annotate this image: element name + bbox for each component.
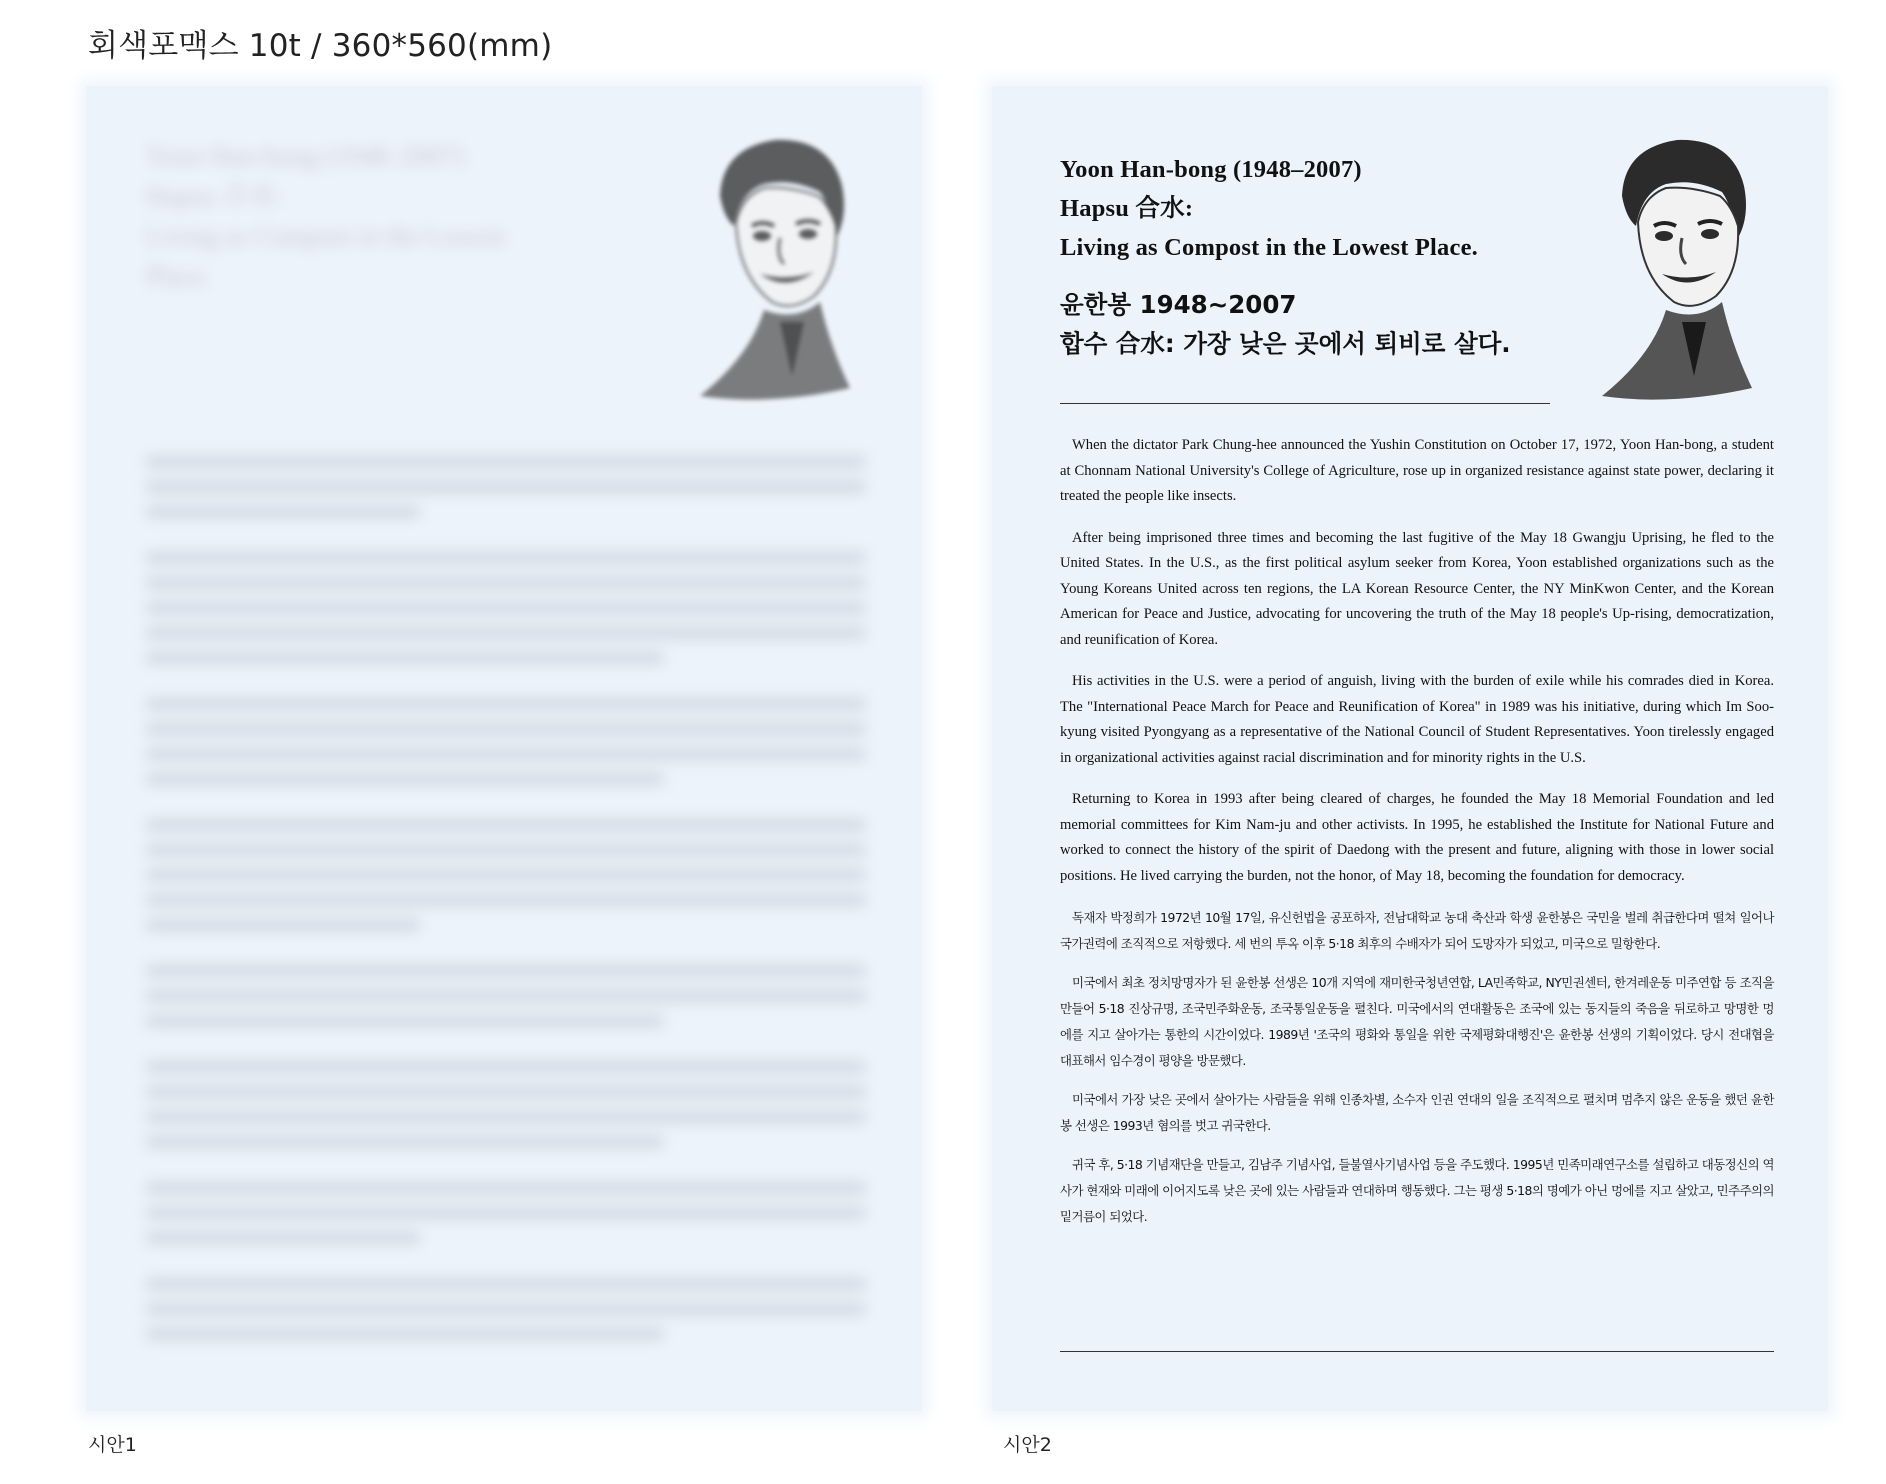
heading-name-en: Yoon Han-bong (1948–2007) — [1060, 156, 1362, 183]
spec-title: 회색포맥스 10t / 360*560(mm) — [88, 28, 553, 64]
blurred-heading: Yoon Han-bong (1948–2007) Hapsu 合水: Living as Compost in the Lowest Place. — [146, 141, 506, 291]
panel-label-2: 시안2 — [1003, 1434, 1052, 1456]
heading-motto-en: Living as Compost in the Lowest Place. — [1060, 234, 1478, 261]
heading-pen-name-en: Hapsu 合水: — [1060, 195, 1194, 222]
body-text — [1060, 433, 1774, 1243]
paragraph-en: Returning to Korea in 1993 after being cleared of charges, he founded the May 18 Memorial Foundation and led memorial committees for Kim Nam-ju and other activists. In 1995, he established the Institute for National Future and worked to connect the history of the spirit of Daedong with the present and future, aligning with those in lower social positions. He lived carrying the burden, not the honor, of May 18, becoming the foundation for democracy. — [1060, 791, 1774, 884]
heading-name-ko: 윤한봉 1948~2007 — [1060, 290, 1297, 319]
blurred-body — [146, 456, 866, 1374]
panel-label-1: 시안1 — [88, 1434, 137, 1456]
bottom-divider — [1060, 1351, 1774, 1352]
design-panel-1 — [86, 86, 922, 1411]
korean-text-block — [1060, 905, 1774, 1230]
heading-block — [1060, 150, 1580, 363]
paragraph-en: After being imprisoned three times and becoming the last fugitive of the May 18 Gwangju Uprising, he fled to the United States. In the U.S., as the first political asylum seeker from Korea, Yoon established organizations such as the Young Koreans United across ten regions, the LA Korean Resource Center, the NY MinKwon Center, and the Korean American for Peace and Justice, advocating for uncovering the truth of the May 18 people's Up-rising, democratization, and reunification of Korea. — [1060, 529, 1774, 648]
portrait-illustration — [680, 126, 880, 416]
heading-divider — [1060, 403, 1550, 404]
paragraph-en: His activities in the U.S. were a period of anguish, living with the burden of exile while his comrades died in Korea. The "International Peace March for Peace and Reunification of Korea" in 1989 was his initiative, during which Im Soo-kyung visited Pyongyang as a representative of the National Council of Student Representatives. Yoon tirelessly engaged in organizational activities against racial discrimination and for minority rights in the U.S. — [1060, 673, 1774, 766]
paragraph-en: When the dictator Park Chung-hee announced the Yushin Constitution on October 17, 1972, Yoon Han-bong, a student at Chonnam National University's College of Agriculture, rose up in organized resistance against state power, declaring it treated the people like insects. — [1060, 437, 1774, 504]
design-panel-2 — [992, 86, 1828, 1411]
paragraph-ko: 미국에서 가장 낮은 곳에서 살아가는 사람들을 위해 인종차별, 소수자 인권 연대의 일을 조직적으로 펼치며 멈추지 않은 운동을 했던 윤한봉 선생은 1993년 혐의를 벗고 귀국한다. — [1060, 1092, 1774, 1133]
heading-motto-ko: 합수 合水: 가장 낮은 곳에서 퇴비로 살다. — [1060, 329, 1511, 358]
paragraph-ko: 독재자 박정희가 1972년 10월 17일, 유신헌법을 공포하자, 전남대학교 농대 축산과 학생 윤한봉은 국민을 벌레 취급한다며 떨쳐 일어나 국가권력에 조직적으로 저항했다. 세 번의 투옥 이후 5·18 최후의 수배자가 되어 도망자가 되었고, 미국으로 밀항한다. — [1060, 910, 1774, 951]
paragraph-ko: 미국에서 최초 정치망명자가 된 윤한봉 선생은 10개 지역에 재미한국청년연합, LA민족학교, NY민권센터, 한겨레운동 미주연합 등 조직을 만들어 5·18 진상규명, 조국민주화운동, 조국통일운동을 펼친다. 미국에서의 연대활동은 조국에 있는 동지들의 죽음을 뒤로하고 망명한 멍에를 지고 살아가는 통한의 시간이었다. 1989년 '조국의 평화와 통일을 위한 국제평화대행진'은 윤한봉 선생의 기획이었다. 당시 전대협을 대표해서 임수경이 평양을 방문했다. — [1060, 975, 1774, 1068]
portrait-illustration — [1582, 126, 1782, 416]
paragraph-ko: 귀국 후, 5·18 기념재단을 만들고, 김남주 기념사업, 들불열사기념사업 등을 주도했다. 1995년 민족미래연구소를 설립하고 대동정신의 역사가 현재와 미래에 이어지도록 낮은 곳에 있는 사람들과 연대하며 행동했다. 그는 평생 5·18의 명예가 아닌 멍에를 지고 살았고, 민주주의의 밑거름이 되었다. — [1060, 1157, 1774, 1224]
